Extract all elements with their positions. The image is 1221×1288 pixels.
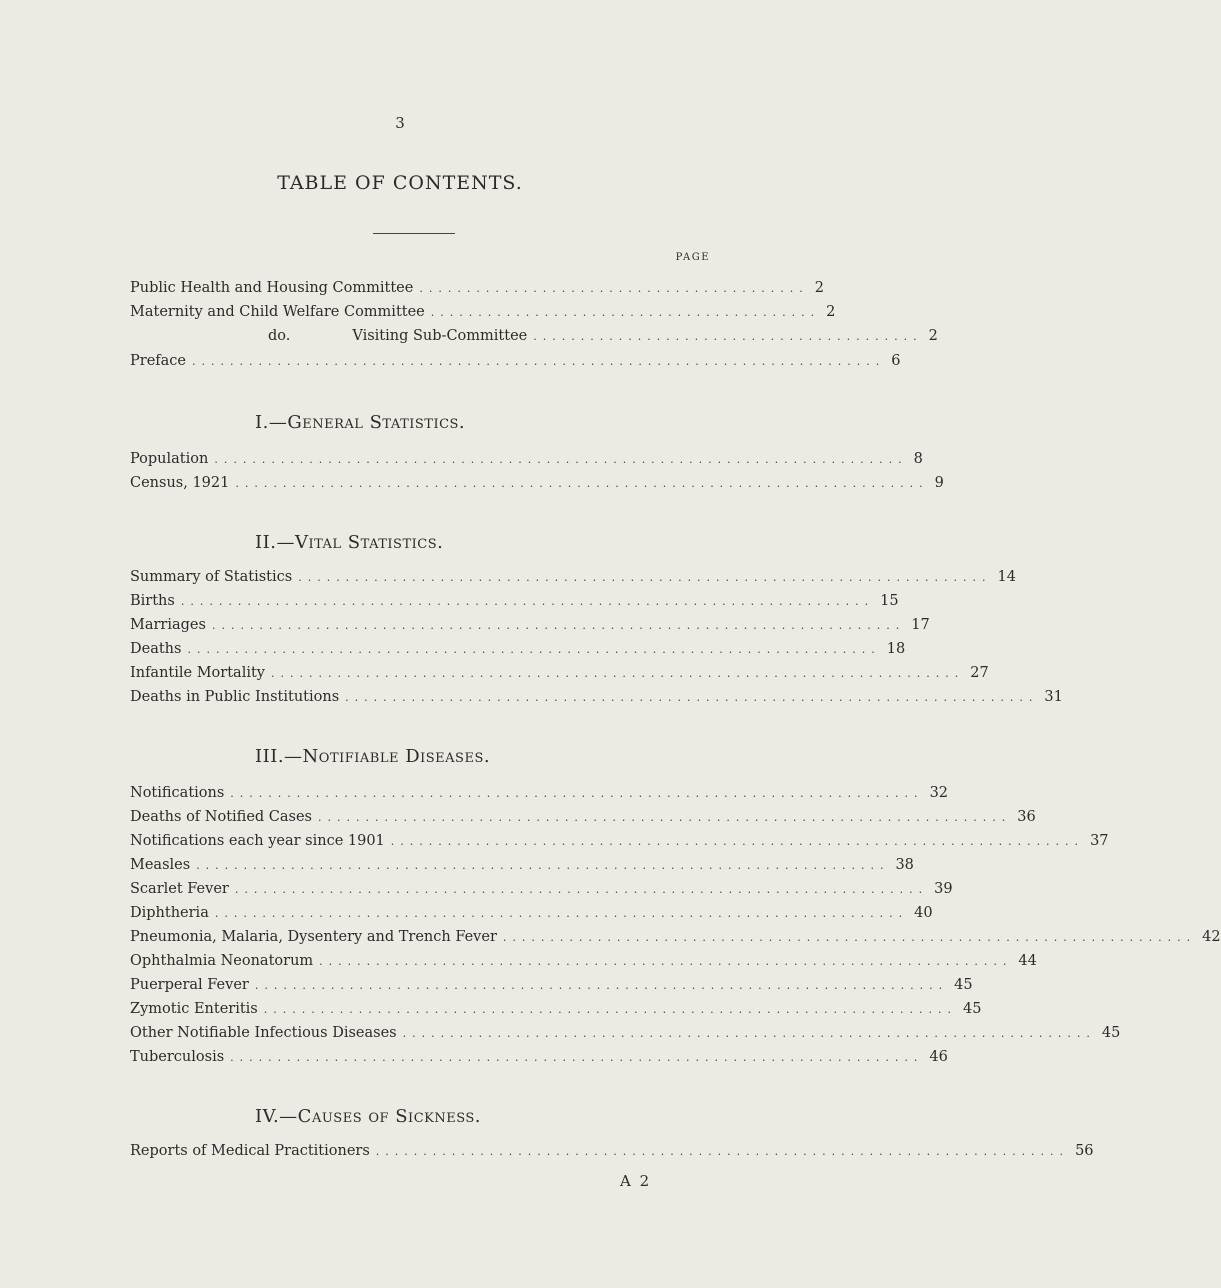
toc-entry bbox=[130, 902, 933, 924]
toc-entry-page: 38 bbox=[895, 857, 914, 873]
toc-entry-label: Notifications each year since 1901 bbox=[130, 833, 385, 849]
toc-entry bbox=[130, 350, 901, 372]
leader-dots: ......................................... bbox=[430, 306, 821, 319]
section-heading: I.—General Statistics. bbox=[255, 412, 466, 433]
toc-entry-label: Other Notifiable Infectious Diseases bbox=[130, 1025, 397, 1041]
toc-entry bbox=[130, 614, 930, 636]
leader-dots: ......................................................................... bbox=[318, 811, 1012, 824]
leader-dots: ......................................................................... bbox=[214, 453, 908, 466]
toc-entry-label: Tuberculosis bbox=[130, 1049, 225, 1065]
toc-entry-label: Maternity and Child Welfare Committee bbox=[130, 304, 425, 320]
toc-entry-label: Deaths in Public Institutions bbox=[130, 689, 340, 705]
toc-entry-page: 2 bbox=[814, 280, 824, 296]
leader-dots: ......................................................................... bbox=[345, 691, 1039, 704]
toc-entry-label-ditto: do. bbox=[268, 328, 291, 344]
toc-entry-label: Deaths of Notified Cases bbox=[130, 809, 313, 825]
toc-entry bbox=[130, 782, 949, 804]
toc-entry-label: Infantile Mortality bbox=[130, 665, 265, 681]
toc-entry-label: Visiting Sub-Committee bbox=[352, 328, 528, 344]
section-heading: IV.—Causes of Sickness. bbox=[255, 1106, 482, 1127]
toc-entry-page: 56 bbox=[1075, 1143, 1094, 1159]
leader-dots: ......................................................................... bbox=[234, 883, 929, 896]
toc-entry-page: 31 bbox=[1044, 689, 1063, 705]
toc-entry bbox=[130, 806, 1036, 828]
leader-dots: ......................................................................... bbox=[211, 619, 906, 632]
toc-entry-page: 9 bbox=[934, 475, 944, 491]
leader-dots: ......................................................................... bbox=[502, 931, 1197, 944]
toc-entry-page: 46 bbox=[929, 1049, 948, 1065]
toc-entry-page: 40 bbox=[914, 905, 933, 921]
section-heading: III.—Notifiable Diseases. bbox=[255, 746, 491, 767]
leader-dots: ......................................................................... bbox=[319, 955, 1013, 968]
page-title: TABLE OF CONTENTS. bbox=[277, 172, 523, 194]
toc-entry bbox=[130, 854, 914, 876]
toc-entry-page: 45 bbox=[954, 977, 973, 993]
leader-dots: ......................................................................... bbox=[263, 1003, 958, 1016]
leader-dots: ......................................................................... bbox=[270, 667, 965, 680]
toc-entry-label: Marriages bbox=[130, 617, 206, 633]
toc-entry-label: Pneumonia, Malaria, Dysentery and Trench Fever bbox=[130, 929, 497, 945]
toc-entry bbox=[130, 277, 824, 299]
toc-entry-label: Preface bbox=[130, 353, 186, 369]
toc-entry bbox=[130, 878, 953, 900]
toc-entry-page: 2 bbox=[826, 304, 836, 320]
title-rule bbox=[373, 233, 455, 234]
toc-entry bbox=[130, 998, 982, 1020]
leader-dots: ......................................................................... bbox=[180, 595, 875, 608]
leader-dots: ......................................................................... bbox=[402, 1027, 1096, 1040]
toc-entry-page: 15 bbox=[880, 593, 899, 609]
toc-entry-page: 37 bbox=[1090, 833, 1109, 849]
toc-entry-page: 36 bbox=[1017, 809, 1036, 825]
signature-mark: A 2 bbox=[620, 1172, 652, 1190]
toc-entry-label: Public Health and Housing Committee bbox=[130, 280, 414, 296]
leader-dots: ......................................................................... bbox=[230, 787, 924, 800]
toc-entry-page: 2 bbox=[928, 328, 938, 344]
toc-entry bbox=[130, 1022, 1121, 1044]
toc-entry bbox=[130, 301, 836, 323]
leader-dots: ......................................................................... bbox=[298, 571, 992, 584]
toc-entry-label: Summary of Statistics bbox=[130, 569, 293, 585]
toc-entry bbox=[130, 325, 938, 347]
toc-entry-page: 45 bbox=[1101, 1025, 1121, 1041]
toc-entry bbox=[130, 686, 1063, 708]
toc-entry bbox=[130, 662, 989, 684]
toc-entry-page: 44 bbox=[1018, 953, 1037, 969]
toc-entry-page: 6 bbox=[891, 353, 901, 369]
toc-entry-label: Puerperal Fever bbox=[130, 977, 249, 993]
toc-entry-page: 42 bbox=[1202, 929, 1221, 945]
toc-entry-page: 45 bbox=[963, 1001, 982, 1017]
leader-dots: ......................................................................... bbox=[254, 979, 949, 992]
leader-dots: ......................................................................... bbox=[214, 907, 909, 920]
toc-entry-label: Reports of Medical Practitioners bbox=[130, 1143, 370, 1159]
toc-entry bbox=[130, 1046, 948, 1068]
toc-entry-page: 32 bbox=[929, 785, 949, 801]
toc-entry bbox=[130, 590, 899, 612]
toc-entry-label: Zymotic Enteritis bbox=[130, 1001, 258, 1017]
toc-entry-label: Births bbox=[130, 593, 175, 609]
toc-entry-label: Scarlet Fever bbox=[130, 881, 229, 897]
toc-entry bbox=[130, 1140, 1094, 1162]
toc-entry bbox=[130, 566, 1016, 588]
leader-dots: ......................................................................... bbox=[230, 1051, 924, 1064]
section-heading: II.—Vital Statistics. bbox=[255, 532, 444, 553]
toc-entry-page: 17 bbox=[911, 617, 930, 633]
leader-dots: ......................................................................... bbox=[390, 835, 1085, 848]
toc-entry bbox=[130, 448, 923, 470]
toc-entry-label: Measles bbox=[130, 857, 191, 873]
toc-entry bbox=[130, 472, 944, 494]
leader-dots: ......................................................................... bbox=[187, 643, 881, 656]
toc-entry bbox=[130, 926, 1221, 948]
leader-dots: ......................................................................... bbox=[375, 1145, 1070, 1158]
leader-dots: ......................................................................... bbox=[235, 477, 929, 490]
page-column-label: PAGE bbox=[675, 252, 710, 263]
leader-dots: ......................................................................... bbox=[191, 355, 886, 368]
leader-dots: ......................................... bbox=[533, 330, 923, 343]
toc-entry-label: Census, 1921 bbox=[130, 475, 230, 491]
toc-entry bbox=[130, 974, 973, 996]
leader-dots: ......................................................................... bbox=[196, 859, 890, 872]
toc-entry-label: Population bbox=[130, 451, 209, 467]
toc-entry bbox=[130, 830, 1109, 852]
toc-entry bbox=[130, 638, 906, 660]
toc-entry-label: Diphtheria bbox=[130, 905, 209, 921]
toc-entry-page: 39 bbox=[934, 881, 953, 897]
page-number: 3 bbox=[395, 114, 405, 132]
toc-entry bbox=[130, 950, 1037, 972]
toc-entry-page: 14 bbox=[997, 569, 1016, 585]
toc-entry-page: 8 bbox=[913, 451, 923, 467]
toc-entry-page: 18 bbox=[886, 641, 906, 657]
toc-entry-label: Notifications bbox=[130, 785, 225, 801]
toc-entry-page: 27 bbox=[970, 665, 989, 681]
toc-entry-label: Deaths bbox=[130, 641, 182, 657]
leader-dots: ......................................... bbox=[419, 282, 809, 295]
toc-entry-label: Ophthalmia Neonatorum bbox=[130, 953, 314, 969]
